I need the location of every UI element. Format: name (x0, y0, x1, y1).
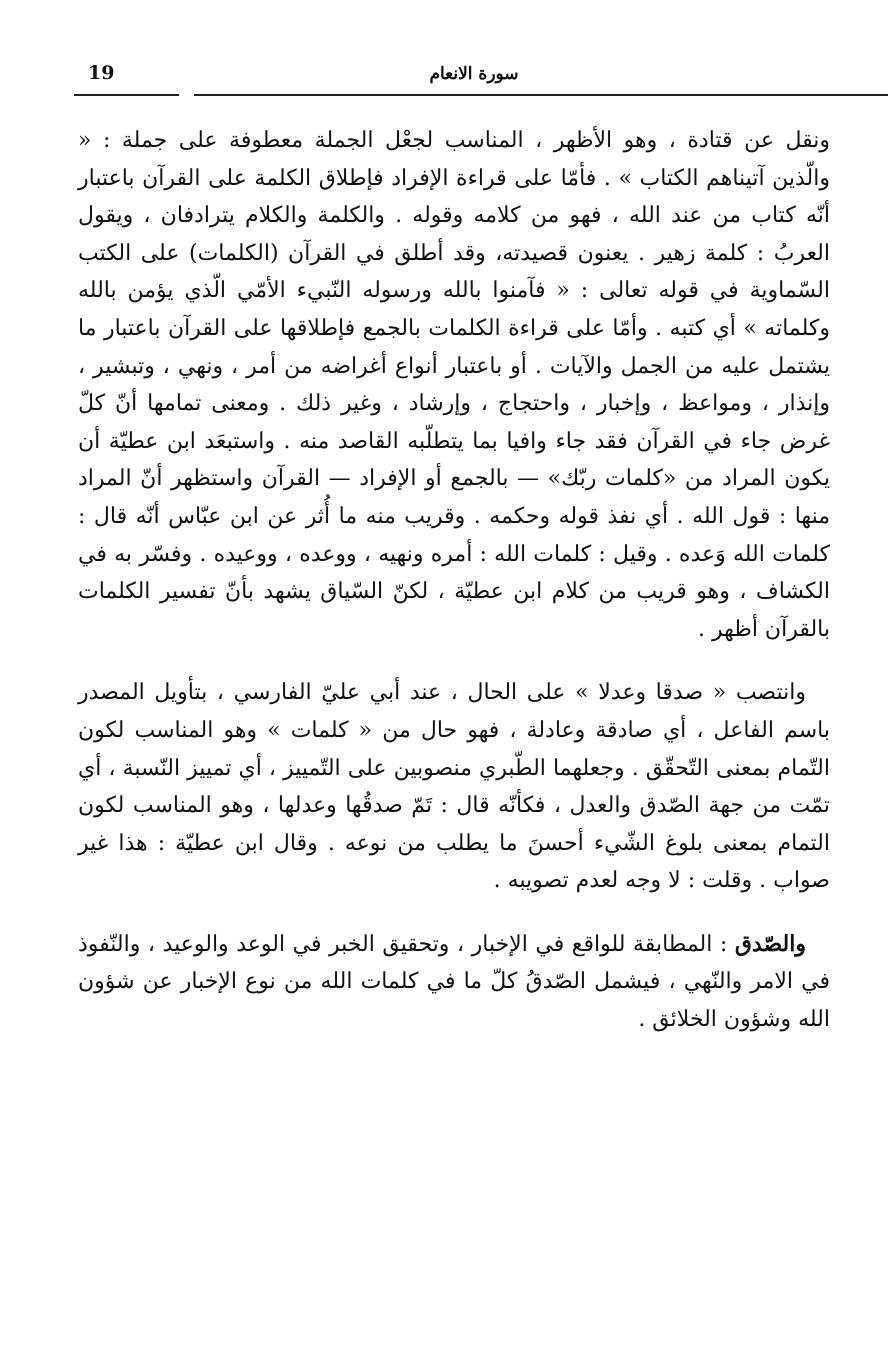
page-number: 19 (88, 62, 115, 84)
page-header (74, 58, 830, 98)
paragraph-text: ونقل عن قتادة ، وهو الأظهر ، المناسب لجعْل الجملة معطوفة على جملة : « والّذين آتيناهم الكتاب » . فأمّا على قراءة الإفراد فإطلاق الكلمة على القرآن باعتبار أنّه كتاب من عند الله ، فهو من كلامه وقوله . والكلمة والكلام يترادفان ، ويقول العربُ : كلمة زهير . يعنون قصيدته، وقد أطلق في القرآن (الكلمات) على الكتب السّماوية في قوله تعالى : « فآمنوا بالله ورسوله النّبيء الأمّي الّذي يؤمن بالله وكلماته » أي كتبه . وأمّا على قراءة الكلمات بالجمع فإطلاقها على القرآن باعتبار ما يشتمل عليه من الجمل والآيات . أو باعتبار أنواع أغراضه من أمر ، ونهي ، وتبشير ، وإنذار ، ومواعظ ، وإخبار ، واحتجاج ، وإرشاد ، وغير ذلك . ومعنى تمامها أنّ كلّ غرض جاء في القرآن فقد جاء وافيا بما يتطلّبه القاصد منه . واستبعَد ابن عطيّة أن يكون المراد من «كلمات ربّك» — بالجمع أو الإفراد — القرآن واستظهر أنّ المراد منها : قول الله . أي نفذ قوله وحكمه . وقريب منه ما أُثر عن ابن عبّاس أنّه قال : كلمات الله وَعده . وقيل : كلمات الله : أمره ونهيه ، ووعده ، ووعيده . وفسّر به في الكشاف ، وهو قريب من كلام ابن عطيّة ، لكنّ السّياق يشهد بأنّ تفسير الكلمات بالقرآن أظهر . (78, 128, 830, 642)
paragraph-text: وانتصب « صدقا وعدلا » على الحال ، عند أبي عليّ الفارسي ، بتأويل المصدر باسم الفاعل ، أي صادقة وعادلة ، فهو حال من « كلمات » وهو المناسب لكون التّمام بمعنى التّحقّق . وجعلهما الطّبري منصوبين على التّمييز ، أي تمييز النّسبة ، أي تمّت من جهة الصّدق والعدل ، فكأنّه قال : تَمّ صدقُها وعدلها ، وهو المناسب لكون التمام بمعنى بلوغ الشّيء أحسنَ ما يطلب من نوعه . وقال ابن عطيّة : هذا غير صواب . وقلت : لا وجه لعدم تصويبه . (78, 680, 830, 894)
paragraph-lead-word: والصّدق (734, 930, 806, 957)
body-text (78, 122, 830, 1039)
header-rule-right (194, 94, 888, 96)
paragraph-1 (78, 122, 830, 648)
running-title: سورة الانعام (429, 64, 519, 84)
paragraph-3 (78, 926, 830, 1039)
paragraph-2 (78, 674, 830, 900)
header-rule-left (74, 94, 179, 96)
paragraph-text: : المطابقة للواقع في الإخبار ، وتحقيق الخبر في الوعد والوعيد ، والنّفوذ في الامر والنّهي ، فيشمل الصّدقُ كلّ ما في كلمات الله من نوع الإخبار عن شؤون الله وشؤون الخلائق . (78, 931, 830, 1033)
